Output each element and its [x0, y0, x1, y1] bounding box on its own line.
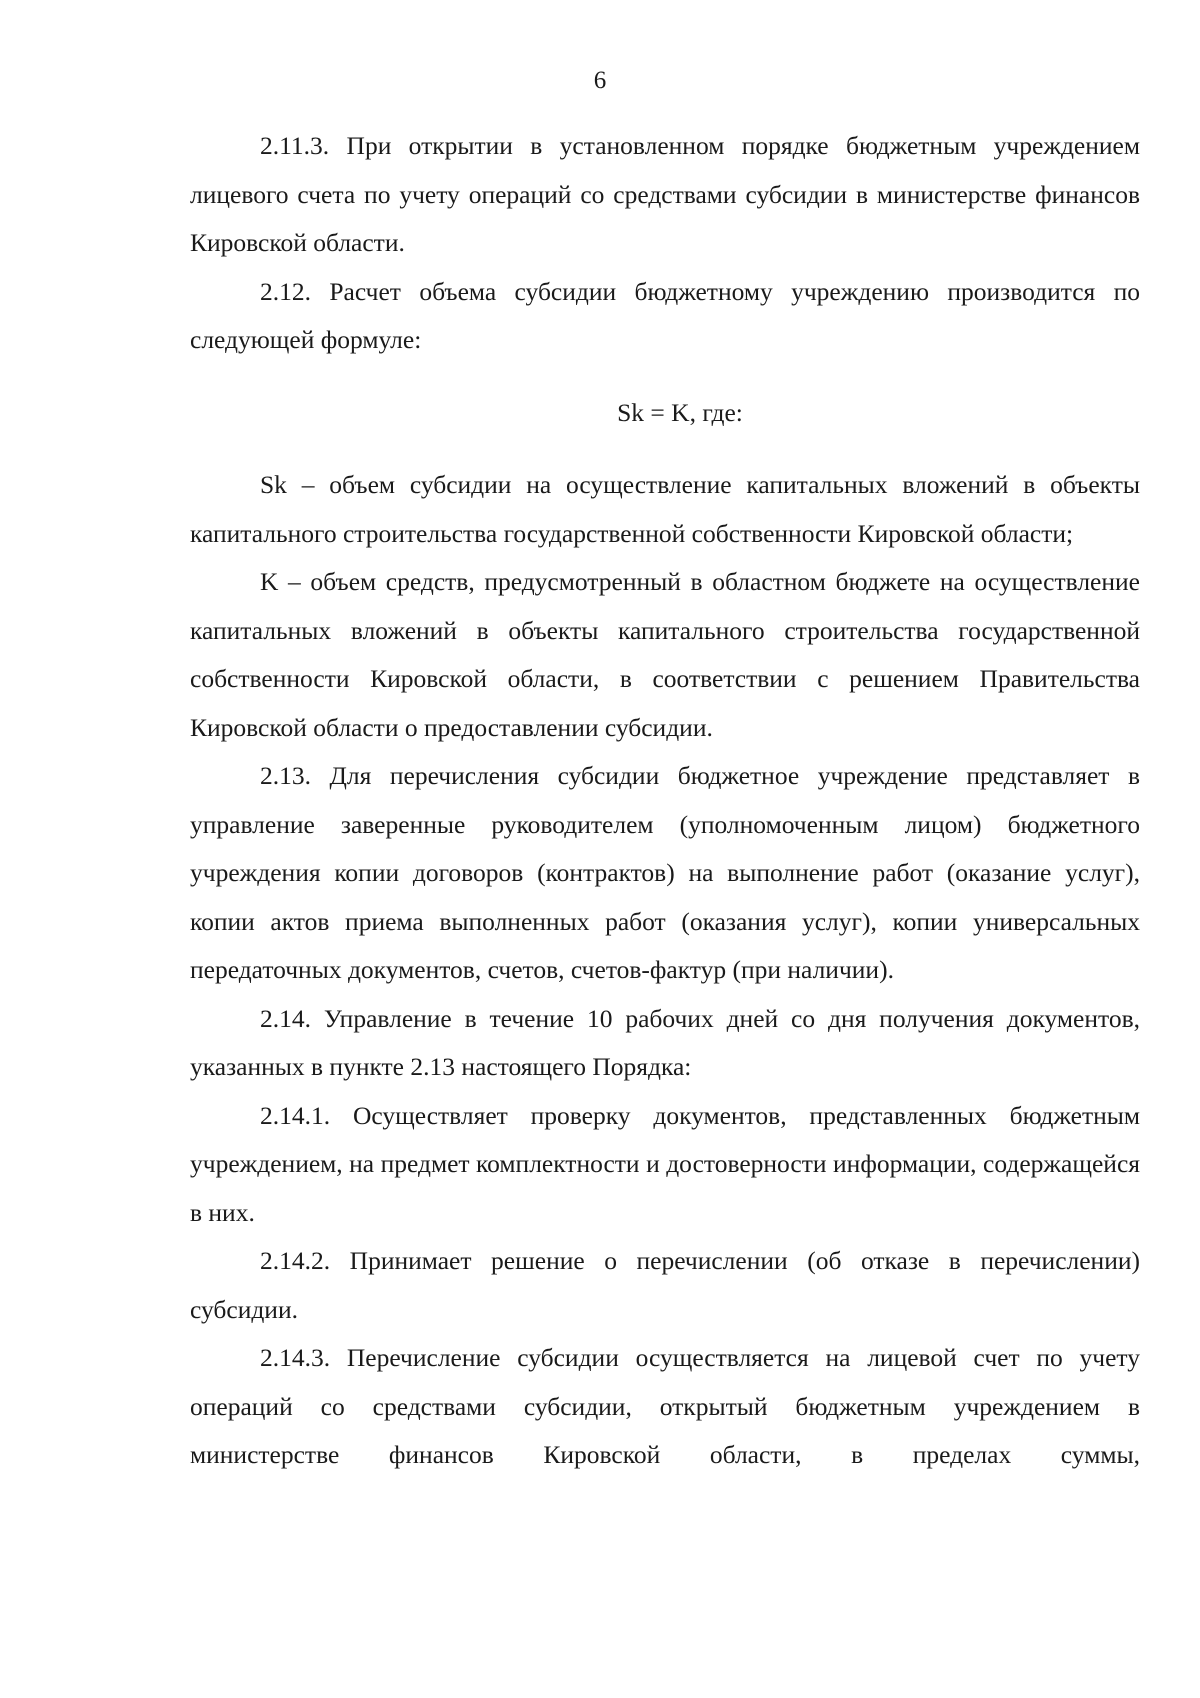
definition-sk: Sk – объем субсидии на осуществление капитальных вложений в объекты капитального строительства государственной собственности Кировской области; [190, 470, 1140, 548]
paragraph-2-14: 2.14. Управление в течение 10 рабочих дней со дня получения документов, указанных в пункте 2.13 настоящего Порядка: [190, 1003, 1140, 1081]
definition-k: K – объем средств, предусмотренный в областном бюджете на осуществление капитальных вложений в объекты капитального строительства государственной собственности Кировской области, в соответствии с решением Правительства Кировской области о предоставлении субсидии. [190, 567, 1140, 742]
document-body [190, 122, 1140, 1480]
paragraph-2-12: 2.12. Расчет объема субсидии бюджетному учреждению производится по следующей формуле: [190, 276, 1140, 354]
paragraph-2-11-3: 2.11.3. При открытии в установленном порядке бюджетным учреждением лицевого счета по учету операций со средствами субсидии в министерстве финансов Кировской области. [190, 131, 1140, 257]
page-number: 6 [593, 67, 607, 94]
paragraph-2-14-2: 2.14.2. Принимает решение о перечислении (об отказе в перечислении) субсидии. [190, 1246, 1140, 1324]
paragraph-2-14-1: 2.14.1. Осуществляет проверку документов, представленных бюджетным учреждением, на предмет комплектности и достоверности информации, содержащейся в них. [190, 1100, 1140, 1227]
paragraph-2-14-3: 2.14.3. Перечисление субсидии осуществляется на лицевой счет по учету операций со средствами субсидии, открытый бюджетным учреждением в министерстве финансов Кировской области, в пределах суммы, [190, 1343, 1140, 1469]
formula: Sk = K, где: [617, 397, 743, 427]
paragraph-2-13: 2.13. Для перечисления субсидии бюджетное учреждение представляет в управление заверенные руководителем (уполномоченным лицом) бюджетного учреждения копии договоров (контрактов) на выполнение работ (оказание услуг), копии актов приема выполненных работ (оказания услуг), копии универсальных передаточных документов, счетов, счетов-фактур (при наличии). [190, 761, 1140, 984]
